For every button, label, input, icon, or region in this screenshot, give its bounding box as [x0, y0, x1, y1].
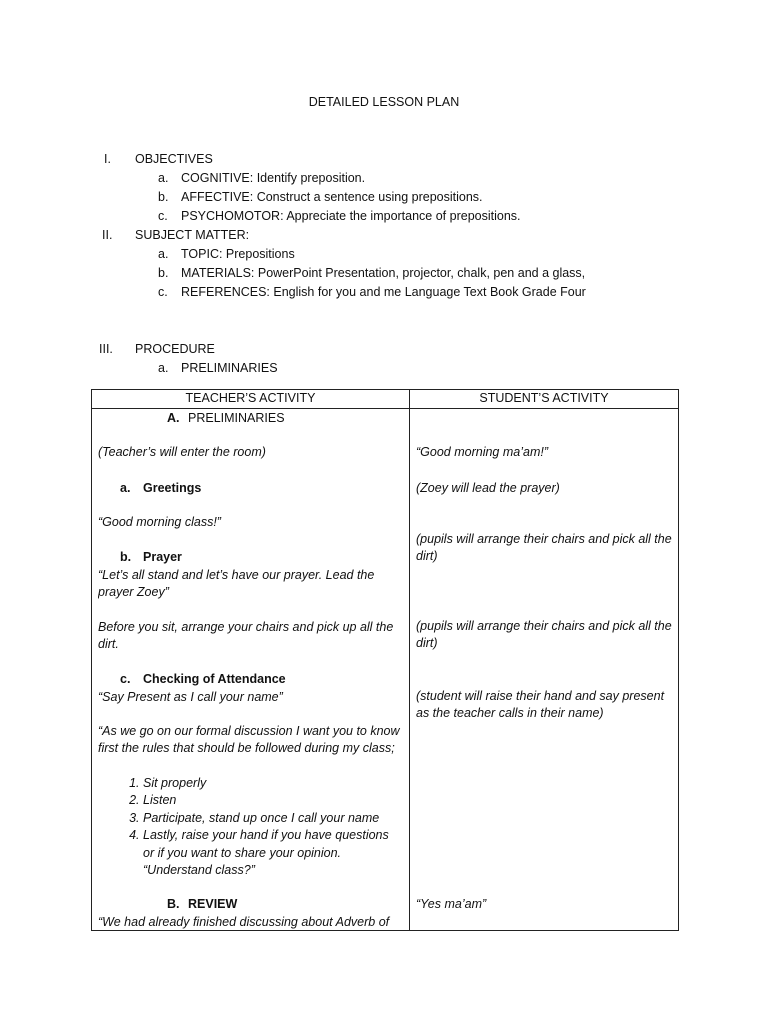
section-numeral: I.: [104, 152, 111, 166]
student-good-morning: “Good morning ma’am!”: [416, 444, 548, 459]
teacher-rules-intro: “As we go on our formal discussion I want you to know first the rules that should be followed during my class;: [98, 723, 400, 755]
teacher-arrange-chairs: Before you sit, arrange your chairs and pick up all the dirt.: [98, 619, 394, 651]
list-item: 1. Sit properly: [143, 775, 403, 793]
list-item: 4. Lastly, raise your hand if you have questions or if you want to share your opinion. “Understand class?”: [143, 827, 403, 880]
rules-list: [98, 775, 403, 880]
teacher-activity-header: TEACHER’S ACTIVITY: [92, 390, 410, 409]
activity-table: [91, 389, 679, 931]
student-activity-header: STUDENT’S ACTIVITY: [410, 390, 679, 409]
teacher-attendance-text: “Say Present as I call your name”: [98, 689, 283, 704]
table-row: [92, 408, 679, 930]
teacher-enter-room: (Teacher’s will enter the room): [98, 444, 266, 459]
list-item: 3. Participate, stand up once I call your name: [143, 810, 403, 828]
student-yes-maam: “Yes ma’am”: [416, 896, 487, 911]
student-raise-hand: (student will raise their hand and say present as the teacher calls in their name): [416, 688, 665, 720]
student-activity-cell: [410, 408, 679, 930]
list-item: 2. Listen: [143, 792, 403, 810]
table-header-row: [92, 390, 679, 409]
teacher-good-morning: “Good morning class!”: [98, 514, 221, 529]
teacher-review-text: “We had already finished discussing about Adverb of: [98, 914, 390, 929]
student-arrange-chairs-1: (pupils will arrange their chairs and pick all the dirt): [416, 531, 672, 563]
section-numeral: III.: [99, 342, 113, 356]
student-lead-prayer: (Zoey will lead the prayer): [416, 480, 560, 495]
section-numeral: II.: [102, 228, 113, 242]
student-arrange-chairs-2: (pupils will arrange their chairs and pick all the dirt): [416, 618, 672, 650]
teacher-activity-cell: A. PRELIMINARIES (Teacher’s will enter the room) a. Greetings “Good morning class!” b. Prayer “Let’s all stand and let’s have our prayer. Lead the prayer Zoey” Before you sit, arrange your chairs and pick up all the dirt. c. Checking of Attendance “Say Present as I call your name” “As we go on our formal discussion I want you to know first the rules that should be followed during my class; 1. Sit properly 2. Listen 3. Participate, stand up once I call your name 4. Lastly, raise your hand if you have questions or if you want to share your opinion. “Understand class?” B. REVIEW “We had already finished discussing about Adverb of: [92, 408, 410, 930]
teacher-prayer-text: “Let’s all stand and let’s have our prayer. Lead the prayer Zoey”: [98, 567, 375, 599]
section-heading: OBJECTIVES: [135, 152, 213, 166]
section-heading: PROCEDURE: [135, 342, 215, 356]
section-heading: SUBJECT MATTER:: [135, 228, 250, 242]
document-title: DETAILED LESSON PLAN: [308, 95, 460, 109]
